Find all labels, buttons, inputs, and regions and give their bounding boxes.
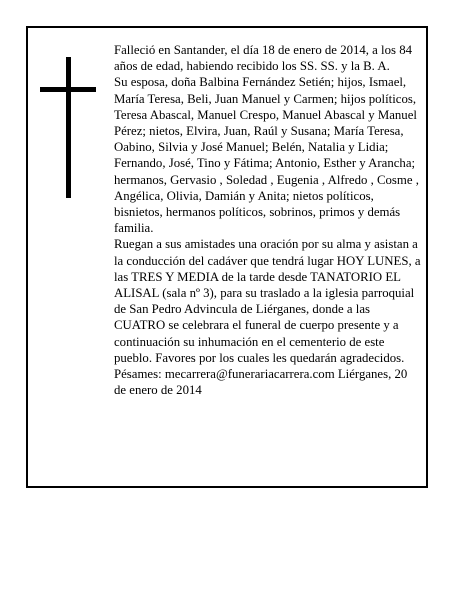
death-announcement: Falleció en Santander, el día 18 de enero de 2014, a los 84 años de edad, habiendo recibido los SS. SS. y la B. A. <box>114 43 412 74</box>
funeral-details: Ruegan a sus amistades una oración por su alma y asistan a la conducción del cadáver que tendrá lugar HOY LUNES, a las TRES Y MEDIA de la tarde desde TANATORIO EL ALISAL (sala nº 3), para su traslado a la iglesia parroquial de San Pedro Advincula de Liérganes, donde a las CUATRO se celebrara el funeral de cuerpo presente y a continuación su inhumación en el cementerio de este pueblo. Favores por los cuales les quedarán agradecidos. <box>114 237 421 365</box>
cross-vertical-bar <box>66 57 71 198</box>
family-list: Su esposa, doña Balbina Fernández Setién; hijos, Ismael, María Teresa, Beli, Juan Manuel y Carmen; hijos políticos, Teresa Abascal, Manuel Crespo, Manuel Abascal y Manuel Pérez; nietos, Elvira, Juan, Raúl y Susana; María Teresa, Oabino, Silvia y José Manuel; Belén, Natalia y Lidia; Fernando, José, Tino y Fátima; Antonio, Esther y Arancha; hermanos, Gervasio , Soledad , Eugenia , Alfredo , Cosme , Angélica, Olivia, Damián y Anita; nietos políticos, bisnietos, hermanos políticos, sobrinos, primos y demás familia. <box>114 75 419 236</box>
cross-icon <box>40 57 96 198</box>
obituary-text <box>114 42 422 398</box>
condolences-contact: Pésames: mecarrera@funerariacarrera.com Liérganes, 20 de enero de 2014 <box>114 367 408 398</box>
cross-horizontal-bar <box>40 87 96 92</box>
obituary-notice <box>26 26 428 488</box>
